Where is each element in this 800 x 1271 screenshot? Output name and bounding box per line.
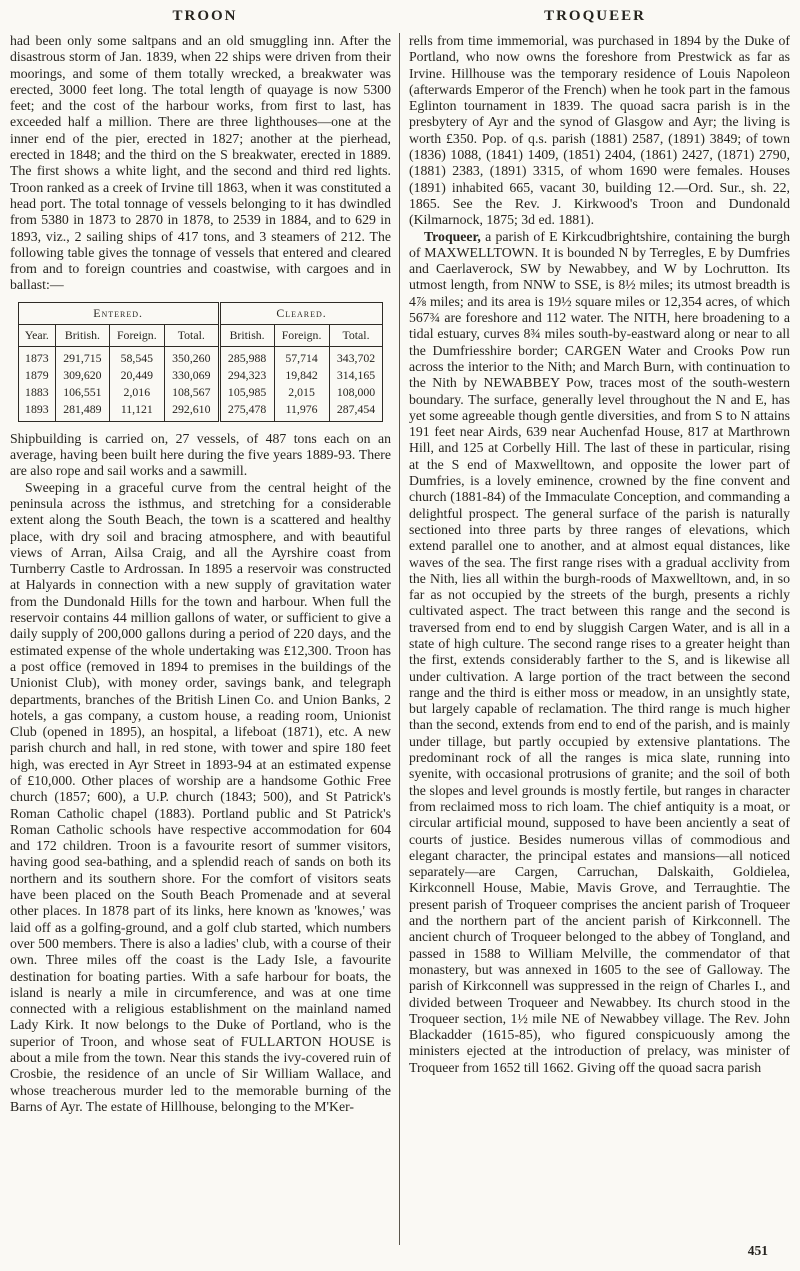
table-group-row xyxy=(18,302,383,324)
table-header-row xyxy=(18,324,383,346)
col-header-year: Year. xyxy=(18,324,55,346)
paragraph-troqueer-entry xyxy=(409,229,790,1076)
col-header-entered-british: British. xyxy=(56,324,110,346)
table-row xyxy=(18,367,383,384)
cell-entered-foreign: 20,449 xyxy=(109,367,164,384)
cell-cleared-foreign: 11,976 xyxy=(274,401,329,422)
table-row xyxy=(18,384,383,401)
table-group-entered: Entered. xyxy=(18,302,219,324)
cell-cleared-foreign: 57,714 xyxy=(274,346,329,367)
col-header-entered-foreign: Foreign. xyxy=(109,324,164,346)
paragraph-troon-continuation: had been only some saltpans and an old smuggling inn. After the disastrous storm of Jan. 1839, when 22 ships were driven from their moorings, and some of them totally wrecked, a breakwater was erected, 3000 feet long. The total length of quayage is now 5300 feet; and the cost of the harbour works, from first to last, has exceeded half a million. There are three lighthouses—one at the inner end of the pier, erected in 1827; another at the pierhead, erected in 1848; and the third on the S breakwater, erected in 1889. The first shows a white light, and the second and third red lights. Troon ranked as a creek of Irvine till 1863, when it was constituted a head port. The total tonnage of vessels belonging to it has dwindled from 5380 in 1873 to 2870 in 1878, to 2539 in 1884, and to 629 in 1893, viz., 2 sailing ships of 417 tons, and 3 steamers of 212. The following table gives the tonnage of vessels that entered and cleared from and to foreign countries and coastwise, with cargoes and in ballast:— xyxy=(10,33,391,293)
table-row xyxy=(18,401,383,422)
table-row xyxy=(18,346,383,367)
cell-cleared-total: 108,000 xyxy=(329,384,383,401)
running-head-right: TROQUEER xyxy=(544,8,646,24)
cell-entered-british: 309,620 xyxy=(56,367,110,384)
paragraph-town-description: Sweeping in a graceful curve from the central height of the peninsula across the isthmus, and stretching for a considerable extent along the South Beach, the town is a scattered and healthy place, with dry soil and bracing atmosphere, and with beautiful views of Arran, Ailsa Craig, and all the Ayrshire coast from Turnberry Castle to Ardrossan. In 1895 a reservoir was constructed at Halyards in connection with a new supply of gravitation water from the Dundonald Hills for the town and harbour. When full the reservoir contains 44 million gallons of water, or sufficient to give a daily supply of 200,000 gallons during a period of 220 days, and the estimated expense of the whole undertaking was £12,300. Troon has a post office (removed in 1894 to premises in the buildings of the Unionist Club), with money order, savings bank, and telegraph departments, branches of the British Linen Co. and Union Banks, 2 hotels, a gas company, a custom house, a reading room, Unionist Club (opened in 1895), an hospital, a lifeboat (1871), etc. A new parish church and hall, in red stone, with tower and spire 180 feet high, was erected in Ayr Street in 1893-94 at an estimated expense of £10,000. Other places of worship are a handsome Gothic Free church (1857; 600), a U.P. church (1843; 500), and St Patrick's Roman Catholic chapel (1883). Portland public and St Patrick's Roman Catholic schools have respective accommodation for 604 and 172 children. Troon is a favourite resort of summer visitors, having good sea-bathing, and a splendid reach of sands on both its northern and its southern shore. For the comfort of visitors seats have been placed on the South Beach Promenade and at several other places. In 1878 part of its links, here known as 'knowes,' was laid off as a golfing-ground, and a golf club started, which numbers over 500 members. There is also a ladies' club, with a course of their own. Three miles off the coast is the Lady Isle, a favourite destination for boating parties. With a safe harbour for boats, the island is nearly a mile in circumference, and was at one time connected with a religious establishment on the mainland named Lady Kirk. It now belongs to the Duke of Portland, who is the superior of Troon, and whose seat of FULLARTON HOUSE is about a mile from the town. Near this stands the ivy-covered ruin of Crosbie, the residence of an uncle of Sir William Wallace, and whose treacherous murder led to the memorable burning of the Barns of Ayr. The estate of Hillhouse, belonging to the M'Ker- xyxy=(10,479,391,1114)
col-header-entered-total: Total. xyxy=(164,324,219,346)
cell-year: 1879 xyxy=(18,367,55,384)
right-column xyxy=(400,33,790,1245)
cell-entered-total: 330,069 xyxy=(164,367,219,384)
cell-cleared-british: 275,478 xyxy=(219,401,274,422)
col-header-cleared-british: British. xyxy=(219,324,274,346)
cell-cleared-british: 294,323 xyxy=(219,367,274,384)
entry-body: a parish of E Kirkcudbrightshire, containing the burgh of MAXWELLTOWN. It is bounded N by Terregles, E by Dumfries and Caerlaverock, SW by Newabbey, and W by Lochrutton. Its utmost length, from NNW to SSE, is 8½ miles; its utmost breadth is 4⅞ miles; and its area is 19½ square miles or 12,354 acres, of which 567¾ are foreshore and 112 water. The NITH, here broadening to a tidal estuary, curves 8¾ miles south-by-eastward along or near to all the Dumfriesshire border; CARGEN Water and Crooks Pow run across the interior to the Nith; and March Burn, with continuation to the Nith by NEWABBEY Pow, traces most of the south-western boundary. The surface, generally level throughout the N and E, has yet some agreeable though gentle diversities, and from S to N attains 191 feet near Airds, 639 near Auchenfad House, 817 at Marthrown Hill, and 125 at Corbelly Hill. The last of these in particular, rising at the S end of Maxwelltown, and opposite the lower part of Dumfries, is a lovely eminence, crowned by the fine convent and church (1881-84) of the Immaculate Conception, and commanding a delightful prospect. The general surface of the parish is naturally sectioned into three parts by three ranges of elevations, which extend parallel one to another, and at almost equal distances, like waves of the sea. The first range rises with a gradual acclivity from the Nith, lies all within the burgh-roods of Maxwelltown, and, in so far as not occupied by the streets of the burgh, presents a richly cultivated aspect. The tract between this range and the second is traversed from end to end by sluggish Cargen Water, and is all in a state of high culture. The second range rises to a greater height than the first, extends considerably farther to the S, and is likewise all under cultivation. A large portion of the tract between the second range and the third is either moss or meadow, in an unsightly state, but largely capable of reclamation. The third range is much higher than the second, extends from end to end of the parish, and is mainly under tillage, but partly occupied by extensive plantations. The predominant rock of all the ranges is mica slate, running into syenite, with occasional protrusions of granite; and the soil of both the slopes and level grounds is mostly fertile, but ranges in character from reclaimed moss to rich loam. The chief antiquity is a moat, or circular artificial mound, supposed to have been anciently a seat of courts of justice. Besides numerous villas of commodious and elegant character, the principal estates and mansions—all noticed separately—are Cargen, Carruchan, Dalskaith, Goldielea, Kirkconnell House, Mabie, Mavis Grove, and Terraughtie. The present parish of Troqueer comprises the ancient parish of Troqueer and the northern part of the ancient parish of Kirkconnell. The ancient church of Troqueer belonged to the abbey of Tongland, and passed in 1588 to William Melville, the commendator of that monastery, but was annexed in 1605 to the see of Galloway. The parish of Kirkconnell was suppressed in the reign of Charles I., and divided between Troqueer and Newabbey. Its church stood in the Troqueer section, 1½ mile NE of Newabbey village. The Rev. John Blackadder (1615-85), who figured conspicuously among the ministers ejected at the introduction of prelacy, was minister of Troqueer from 1652 till 1662. Giving off the quoad sacra parish xyxy=(409,228,790,1075)
cell-cleared-foreign: 19,842 xyxy=(274,367,329,384)
cell-year: 1873 xyxy=(18,346,55,367)
cell-entered-foreign: 2,016 xyxy=(109,384,164,401)
text-columns xyxy=(10,33,790,1245)
left-column xyxy=(10,33,400,1245)
paragraph-troon-end: rells from time immemorial, was purchased in 1894 by the Duke of Portland, who now owns the foreshore from Prestwick as far as Irvine. Hillhouse was the temporary residence of Louis Napoleon (afterwards Emperor of the French) when he took part in the famous Eglinton tournament in 1839. The quoad sacra parish is in the presbytery of Ayr and the synod of Glasgow and Ayr; the living is worth £350. Pop. of q.s. parish (1881) 2587, (1891) 3849; of town (1836) 1088, (1841) 1409, (1851) 2404, (1861) 2427, (1871) 2790, (1881) 2383, (1891) 3315, of whom 1690 were females. Houses (1891) inhabited 665, vacant 30, building 12.—Ord. Sur., sh. 22, 1865. See the Rev. J. Kirkwood's Troon and Dundonald (Kilmarnock, 1875; 3d ed. 1881). xyxy=(409,33,790,228)
tonnage-table xyxy=(18,302,384,422)
cell-year: 1883 xyxy=(18,384,55,401)
cell-cleared-total: 343,702 xyxy=(329,346,383,367)
cell-entered-british: 281,489 xyxy=(56,401,110,422)
cell-entered-total: 350,260 xyxy=(164,346,219,367)
cell-entered-total: 108,567 xyxy=(164,384,219,401)
cell-cleared-total: 314,165 xyxy=(329,367,383,384)
cell-cleared-british: 105,985 xyxy=(219,384,274,401)
cell-cleared-total: 287,454 xyxy=(329,401,383,422)
table-group-cleared: Cleared. xyxy=(219,302,383,324)
cell-entered-foreign: 11,121 xyxy=(109,401,164,422)
cell-entered-foreign: 58,545 xyxy=(109,346,164,367)
running-heads xyxy=(10,8,790,25)
cell-entered-total: 292,610 xyxy=(164,401,219,422)
col-header-cleared-foreign: Foreign. xyxy=(274,324,329,346)
cell-entered-british: 106,551 xyxy=(56,384,110,401)
running-head-left: TROON xyxy=(172,8,238,24)
cell-year: 1893 xyxy=(18,401,55,422)
paragraph-shipbuilding: Shipbuilding is carried on, 27 vessels, of 487 tons each on an average, having been built here during the five years 1889-93. There are also rope and sail works and a sawmill. xyxy=(10,430,391,479)
cell-cleared-foreign: 2,015 xyxy=(274,384,329,401)
cell-cleared-british: 285,988 xyxy=(219,346,274,367)
page-number: 451 xyxy=(747,1243,768,1258)
cell-entered-british: 291,715 xyxy=(56,346,110,367)
entry-headword: Troqueer, xyxy=(424,228,481,244)
col-header-cleared-total: Total. xyxy=(329,324,383,346)
